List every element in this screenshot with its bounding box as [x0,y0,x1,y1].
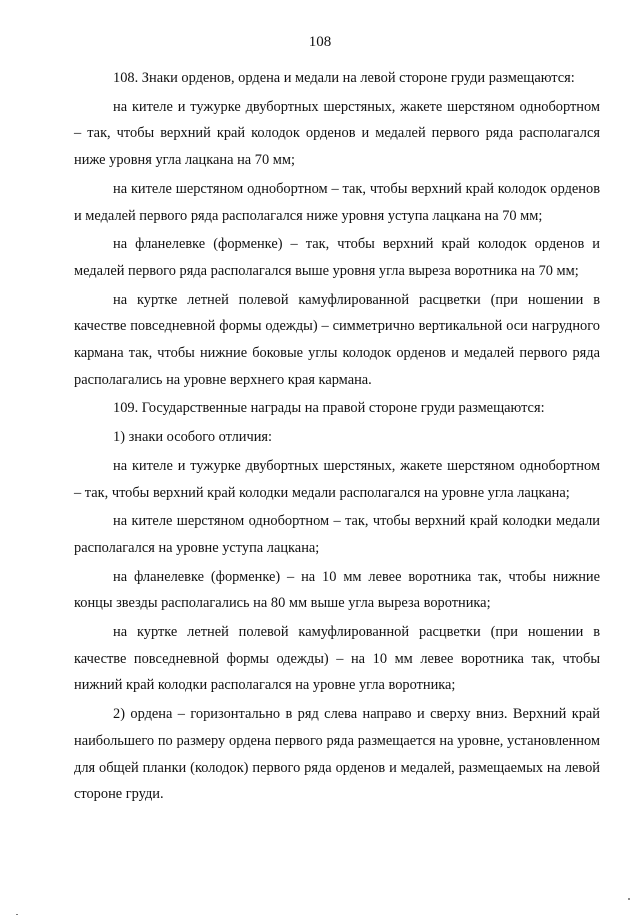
paragraph-109-subheading-1: 1) знаки особого отличия: [113,429,273,446]
paragraph-108-item-double-breasted: на кителе и тужурке двубортных шерстяных, жакете шерстяном однобортном – так, чтобы верхний край колодок орденов и медалей первого ряда располагался ниже уровня угла лацкана на 70 мм; [74,98,600,169]
paragraph-108-item-camouflage: на куртке летней полевой камуфлированной расцветки (при ношении в качестве повседневной формы одежды) – симметрично вертикальной оси нагрудного кармана так, чтобы нижние боковые углы колодок орденов и медалей первого ряда располагались на уровне верхнего края кармана. [74,291,600,388]
paragraph-109-heading: 109. Государственные награды на правой стороне груди размещаются: [113,400,545,417]
paragraph-109-item-single-breasted: на кителе шерстяном однобортном – так, чтобы верхний край колодки медали располагался на уровне уступа лацкана; [74,513,600,556]
scan-speck [628,898,630,900]
paragraph-109-item-double-breasted: на кителе и тужурке двубортных шерстяных, жакете шерстяном однобортном – так, чтобы верхний край колодки медали располагался на уровне угла лацкана; [74,457,600,501]
paragraph-109-subheading-2: 2) ордена – горизонтально в ряд слева направо и сверху вниз. Верхний край наибольшего по размеру ордена первого ряда размещается на уровне, установленном для общей планки (колодок) первого ряда орденов и медалей, размещаемых на левой стороне груди. [74,706,600,803]
page-number: 108 [308,34,332,50]
paragraph-108-item-single-breasted: на кителе шерстяном однобортном – так, чтобы верхний край колодок орденов и медалей первого ряда располагался ниже уровня уступа лацкана на 70 мм; [74,180,600,224]
paragraph-109-item-flannel: на фланелевке (форменке) – на 10 мм левее воротника так, чтобы нижние концы звезды располагались на 80 мм выше угла выреза воротника; [74,568,600,612]
paragraph-109-item-camouflage: на куртке летней полевой камуфлированной расцветки (при ношении в качестве повседневной формы одежды) – на 10 мм левее воротника так, чтобы нижний край колодки располагался на уровне угла воротника; [74,624,600,694]
document-body [74,65,600,810]
scan-speck [16,914,18,915]
paragraph-108-item-flannel: на фланелевке (форменке) – так, чтобы верхний край колодок орденов и медалей первого ряда располагался выше уровня угла выреза воротника на 70 мм; [74,236,600,279]
paragraph-108-heading: 108. Знаки орденов, ордена и медали на левой стороне груди размещаются: [113,70,575,86]
